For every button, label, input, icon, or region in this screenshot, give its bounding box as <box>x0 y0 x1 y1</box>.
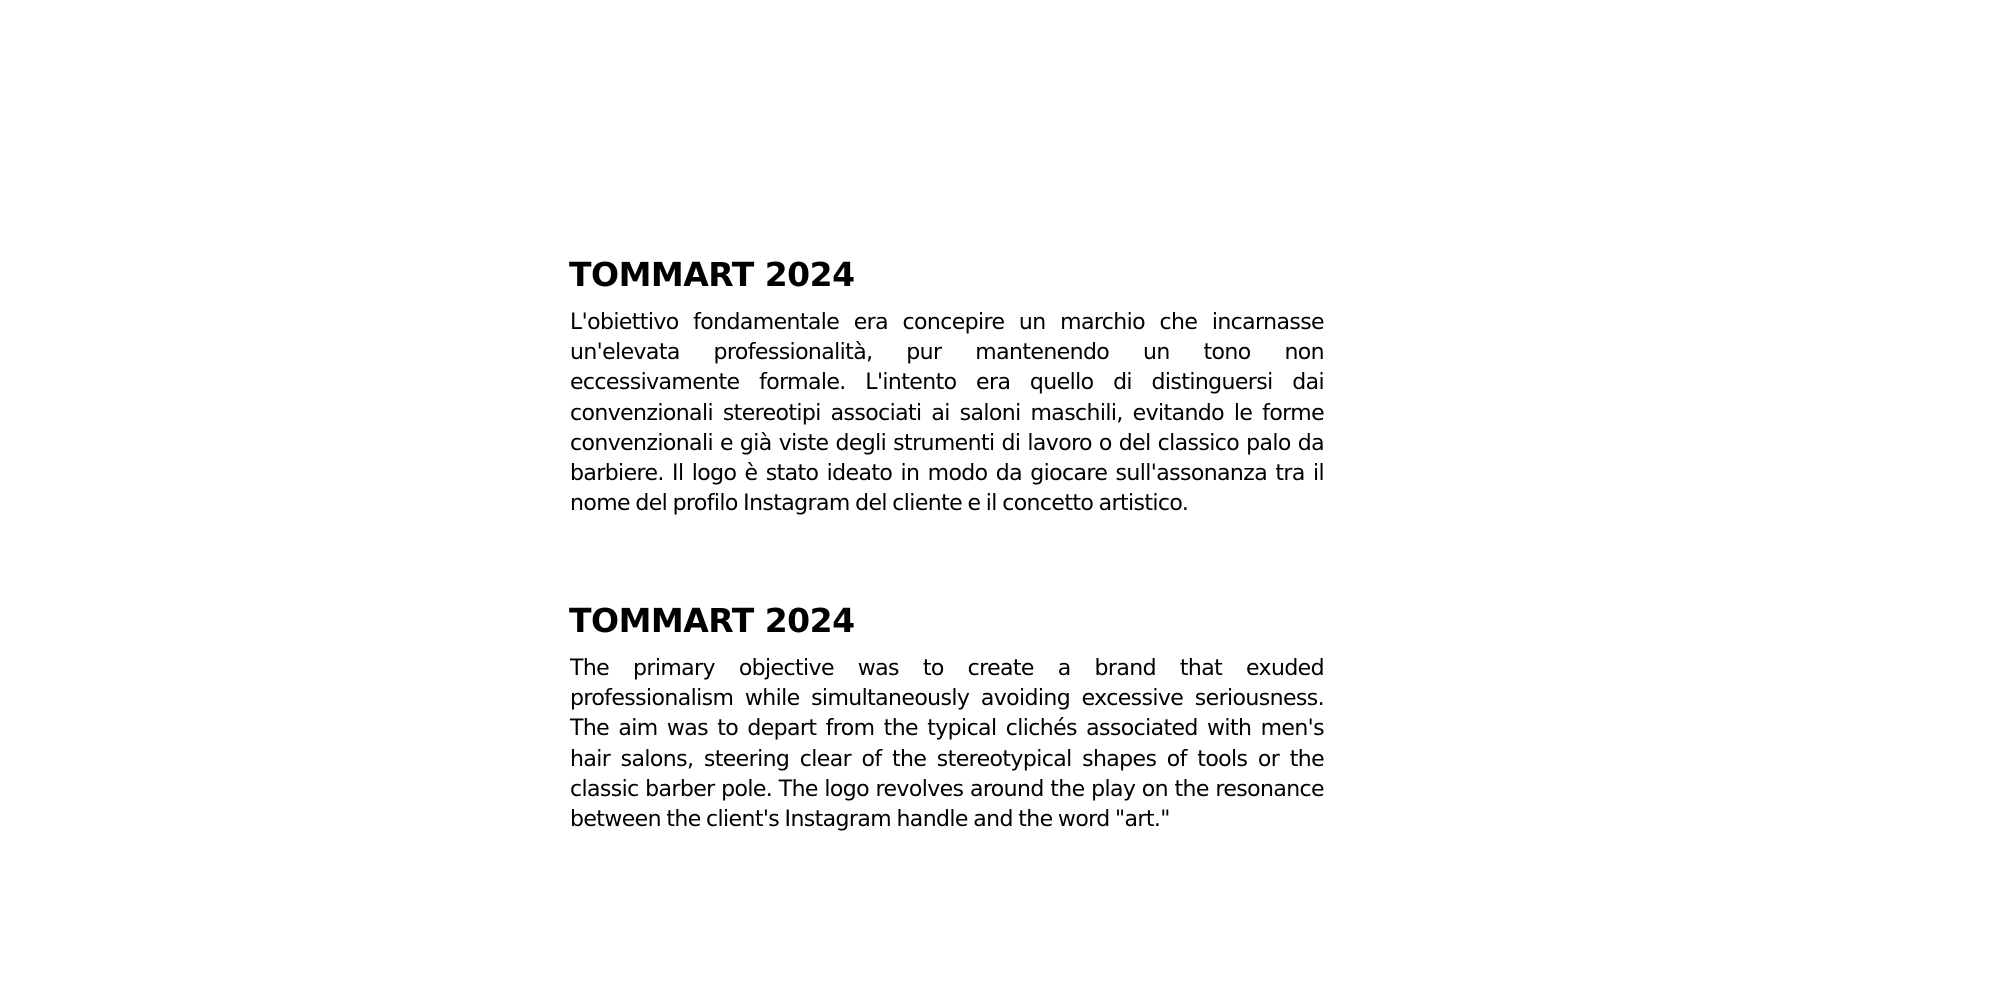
section-title: TOMMART 2024 <box>569 255 855 294</box>
section-body-text: The primary objective was to create a brand that exuded professionalism while simultaneously avoiding excessive seriousness. The aim was to depart from the typical clichés associated with men's hair salons, steering clear of the stereotypical shapes of tools or the classic barber pole. The logo revolves around the play on the resonance between the client's Instagram handle and the word "art." <box>570 656 1324 833</box>
section-title: TOMMART 2024 <box>569 601 855 640</box>
section-body-text: L'obiettivo fondamentale era concepire un marchio che incarnasse un'elevata professionalità, pur mantenendo un tono non eccessivamente formale. L'intento era quello di distinguersi dai convenzionali stereotipi associati ai saloni maschili, evitando le forme convenzionali e già viste degli strumenti di lavoro o del classico palo da barbiere. Il logo è stato ideato in modo da giocare sull'assonanza tra il nome del profilo Instagram del cliente e il concetto artistico. <box>570 310 1324 517</box>
project-description-english <box>569 598 1324 835</box>
project-description-italian <box>569 252 1324 519</box>
